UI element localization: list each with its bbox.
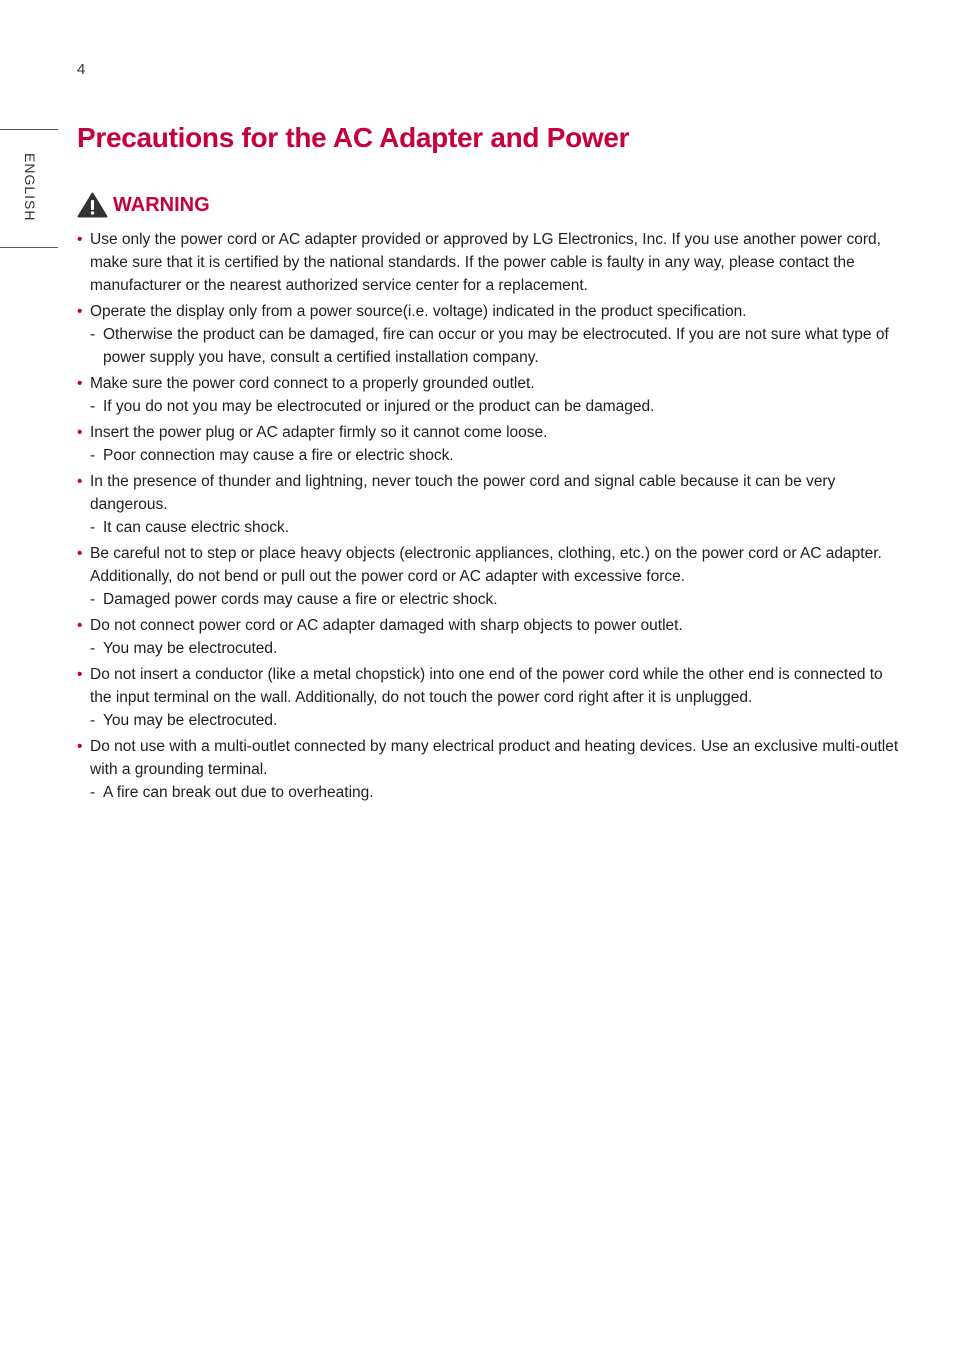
bullet-icon: • <box>77 231 83 248</box>
list-item <box>77 735 903 804</box>
language-label: ENGLISH <box>22 153 38 222</box>
list-item-text: In the presence of thunder and lightning, never touch the power cord and signal cable because it can be very dangerous. <box>90 473 836 513</box>
dash-marker: - <box>90 591 96 608</box>
warning-label: WARNING <box>113 193 210 216</box>
sub-item-text: Otherwise the product can be damaged, fire can occur or you may be electrocuted. If you are not sure what type of power supply you have, consult a certified installation company. <box>103 326 889 366</box>
dash-marker: - <box>90 712 96 729</box>
sub-item <box>90 444 903 467</box>
dash-marker: - <box>90 326 96 343</box>
sub-item <box>90 588 903 611</box>
warning-heading <box>77 192 210 218</box>
sub-item-text: You may be electrocuted. <box>103 712 278 729</box>
sub-item <box>90 395 903 418</box>
list-item <box>77 300 903 369</box>
list-item-text: Do not insert a conductor (like a metal chopstick) into one end of the power cord while the other end is connected to the input terminal on the wall. Additionally, do not touch the power cord right after it is unplugged. <box>90 666 883 706</box>
precaution-list <box>77 228 903 807</box>
sub-item <box>90 781 903 804</box>
dash-marker: - <box>90 398 96 415</box>
bullet-icon: • <box>77 617 83 634</box>
dash-marker: - <box>90 640 96 657</box>
bullet-icon: • <box>77 545 83 562</box>
list-item-text: Operate the display only from a power source(i.e. voltage) indicated in the product specification. <box>90 303 747 320</box>
page-title: Precautions for the AC Adapter and Power <box>77 122 630 153</box>
list-item <box>77 542 903 611</box>
bullet-icon: • <box>77 424 83 441</box>
sub-item-text: Poor connection may cause a fire or electric shock. <box>103 447 454 464</box>
sub-item-text: You may be electrocuted. <box>103 640 278 657</box>
list-item-text: Do not use with a multi-outlet connected by many electrical product and heating devices. Use an exclusive multi-outlet with a grounding terminal. <box>90 738 899 778</box>
sub-item-text: It can cause electric shock. <box>103 519 290 536</box>
sub-item-text: A fire can break out due to overheating. <box>103 784 374 801</box>
dash-marker: - <box>90 784 96 801</box>
dash-marker: - <box>90 519 96 536</box>
bullet-icon: • <box>77 473 83 490</box>
sub-item <box>90 516 903 539</box>
sub-item <box>90 323 903 369</box>
list-item-text: Make sure the power cord connect to a properly grounded outlet. <box>90 375 535 392</box>
page-number: 4 <box>77 61 86 78</box>
list-item <box>77 228 903 297</box>
list-item-text: Use only the power cord or AC adapter provided or approved by LG Electronics, Inc. If you use another power cord, make sure that it is certified by the national standards. If the power cable is faulty in any way, please contact the manufacturer or the nearest authorized service center for a replacement. <box>90 231 881 294</box>
bullet-icon: • <box>77 303 83 320</box>
sub-item <box>90 709 903 732</box>
list-item <box>77 372 903 418</box>
sub-item-text: Damaged power cords may cause a fire or electric shock. <box>103 591 498 608</box>
bullet-icon: • <box>77 738 83 755</box>
list-item <box>77 614 903 660</box>
warning-triangle-icon <box>77 192 108 218</box>
bullet-icon: • <box>77 666 83 683</box>
sub-item <box>90 637 903 660</box>
list-item-text: Do not connect power cord or AC adapter damaged with sharp objects to power outlet. <box>90 617 683 634</box>
list-item <box>77 421 903 467</box>
list-item-text: Insert the power plug or AC adapter firmly so it cannot come loose. <box>90 424 548 441</box>
list-item <box>77 470 903 539</box>
bullet-icon: • <box>77 375 83 392</box>
dash-marker: - <box>90 447 96 464</box>
sub-item-text: If you do not you may be electrocuted or injured or the product can be damaged. <box>103 398 655 415</box>
list-item <box>77 663 903 732</box>
list-item-text: Be careful not to step or place heavy objects (electronic appliances, clothing, etc.) on the power cord or AC adapter. Additionally, do not bend or pull out the power cord or AC adapter with excessive force. <box>90 545 882 585</box>
